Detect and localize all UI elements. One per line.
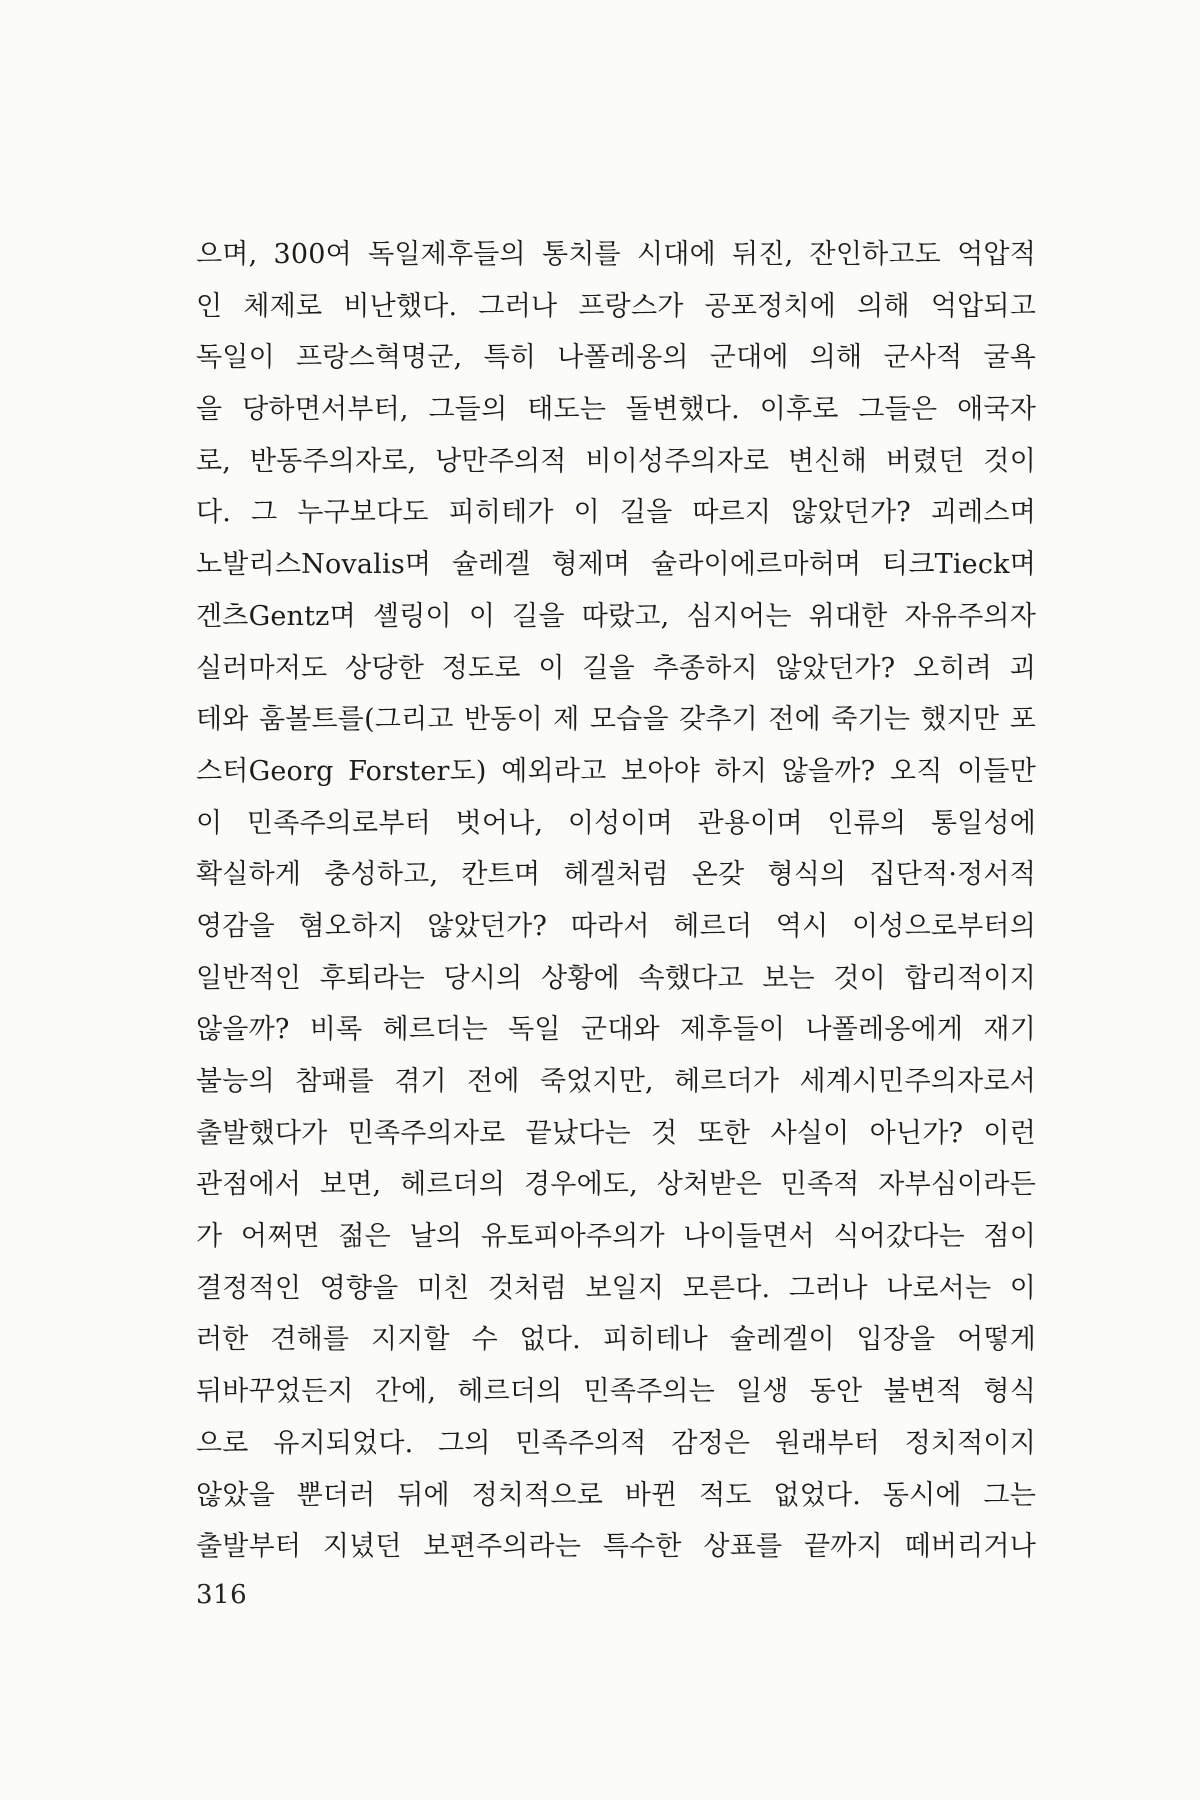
text-line: 않을까? 비록 헤르더는 독일 군대와 제후들이 나폴레옹에게 재기 bbox=[196, 1014, 1036, 1046]
text-line: 결정적인 영향을 미친 것처럼 보일지 모른다. 그러나 나로서는 이 bbox=[196, 1272, 1036, 1304]
text-line: 확실하게 충성하고, 칸트며 헤겔처럼 온갖 형식의 집단적·정서적 bbox=[196, 859, 1036, 891]
text-line: 뒤바꾸었든지 간에, 헤르더의 민족주의는 일생 동안 불변적 형식 bbox=[196, 1376, 1036, 1408]
text-line: 로, 반동주의자로, 낭만주의적 비이성주의자로 변신해 버렸던 것이 bbox=[196, 445, 1036, 477]
page-number: 316 bbox=[196, 1580, 248, 1610]
text-line: 러한 견해를 지지할 수 없다. 피히테나 슐레겔이 입장을 어떻게 bbox=[196, 1324, 1036, 1356]
text-line: 다. 그 누구보다도 피히테가 이 길을 따르지 않았던가? 괴레스며 bbox=[196, 497, 1036, 529]
text-line: 영감을 혐오하지 않았던가? 따라서 헤르더 역시 이성으로부터의 bbox=[196, 910, 1036, 942]
text-line: 으며, 300여 독일제후들의 통치를 시대에 뒤진, 잔인하고도 억압적 bbox=[196, 239, 1036, 270]
text-line: 스터Georg Forster도) 예외라고 보아야 하지 않을까? 오직 이들만 bbox=[196, 755, 1036, 787]
text-line: 을 당하면서부터, 그들의 태도는 돌변했다. 이후로 그들은 애국자 bbox=[196, 394, 1036, 426]
text-line: 겐츠Gentz며 셸링이 이 길을 따랐고, 심지어는 위대한 자유주의자 bbox=[196, 600, 1036, 632]
text-line: 가 어쩌면 젊은 날의 유토피아주의가 나이들면서 식어갔다는 점이 bbox=[196, 1221, 1036, 1253]
text-line: 출발했다가 민족주의자로 끝났다는 것 또한 사실이 아닌가? 이런 bbox=[196, 1117, 1036, 1149]
text-line: 테와 훔볼트를(그리고 반동이 제 모습을 갖추기 전에 죽기는 했지만 포 bbox=[196, 704, 1036, 736]
text-line: 출발부터 지녔던 보편주의라는 특수한 상표를 끝까지 떼버리거나 bbox=[196, 1531, 1036, 1563]
text-line: 관점에서 보면, 헤르더의 경우에도, 상처받은 민족적 자부심이라든 bbox=[196, 1169, 1036, 1201]
text-line: 실러마저도 상당한 정도로 이 길을 추종하지 않았던가? 오히려 괴 bbox=[196, 652, 1036, 684]
text-line: 않았을 뿐더러 뒤에 정치적으로 바뀐 적도 없었다. 동시에 그는 bbox=[196, 1479, 1036, 1511]
text-line: 독일이 프랑스혁명군, 특히 나폴레옹의 군대에 의해 군사적 굴욕 bbox=[196, 342, 1036, 374]
text-line: 불능의 참패를 겪기 전에 죽었지만, 헤르더가 세계시민주의자로서 bbox=[196, 1066, 1036, 1097]
text-line: 일반적인 후퇴라는 당시의 상황에 속했다고 보는 것이 합리적이지 bbox=[196, 962, 1036, 994]
body-text bbox=[196, 229, 1036, 1573]
text-line: 노발리스Novalis며 슐레겔 형제며 슐라이에르마허며 티크Tieck며 bbox=[196, 549, 1036, 581]
text-line: 인 체제로 비난했다. 그러나 프랑스가 공포정치에 의해 억압되고 bbox=[196, 290, 1036, 322]
text-line: 이 민족주의로부터 벗어나, 이성이며 관용이며 인류의 통일성에 bbox=[196, 807, 1036, 839]
text-line: 으로 유지되었다. 그의 민족주의적 감정은 원래부터 정치적이지 bbox=[196, 1427, 1036, 1459]
